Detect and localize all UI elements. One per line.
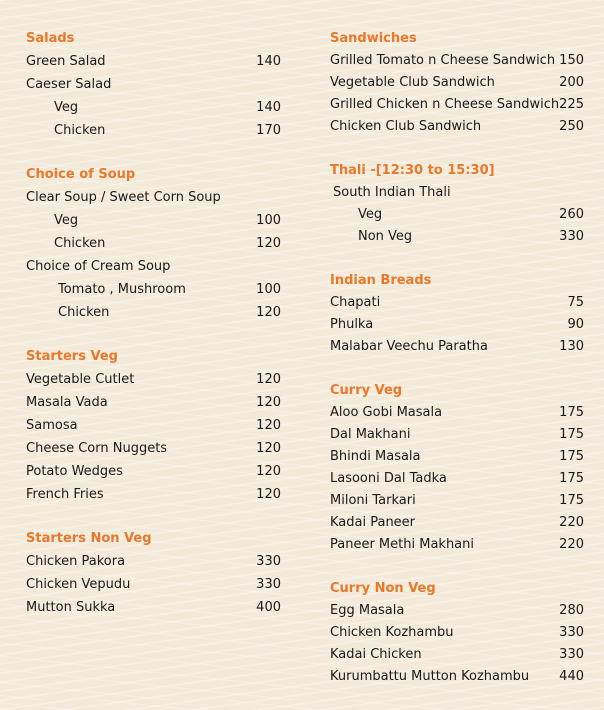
menu-item — [26, 483, 281, 506]
menu-item — [26, 460, 281, 483]
menu-item — [330, 72, 584, 94]
menu-item — [330, 182, 584, 204]
menu-section-sandwiches — [330, 28, 584, 138]
menu-item-name: Masala Vada — [26, 395, 108, 410]
menu-item-name: Caeser Salad — [26, 77, 112, 92]
menu-item-name: Veg — [358, 207, 383, 222]
menu-item-price: 120 — [256, 418, 281, 433]
menu-item-price: 100 — [256, 213, 281, 228]
menu-item — [26, 550, 281, 573]
section-title: Curry Veg — [330, 383, 403, 398]
menu-section-thali-12-30-to-15-30 — [330, 160, 584, 248]
menu-item — [26, 301, 281, 324]
menu-item — [26, 186, 281, 209]
menu-item-price: 120 — [256, 395, 281, 410]
menu-section-starters-veg — [26, 346, 281, 506]
menu-item-price: 170 — [256, 123, 281, 138]
menu-item — [26, 209, 281, 232]
menu-item — [26, 96, 281, 119]
menu-item-price: 75 — [567, 295, 584, 310]
menu-item-price: 175 — [559, 471, 584, 486]
menu-item-name: Vegetable Cutlet — [26, 372, 135, 387]
menu-item — [26, 414, 281, 437]
menu-item-name: Mutton Sukka — [26, 600, 116, 615]
menu-item — [330, 292, 584, 314]
section-title: Choice of Soup — [26, 167, 136, 182]
menu-item-name: Choice of Cream Soup — [26, 259, 171, 274]
menu-item-name: Chicken Club Sandwich — [330, 119, 482, 134]
menu-item — [26, 391, 281, 414]
menu-item-name: Malabar Veechu Paratha — [330, 339, 488, 354]
menu-item-name: Chicken — [58, 305, 110, 320]
menu-item — [330, 622, 584, 644]
menu-item-price: 330 — [256, 577, 281, 592]
section-title: Indian Breads — [330, 273, 432, 288]
menu-item-name: Chicken — [54, 123, 106, 138]
menu-item-name: Chicken Vepudu — [26, 577, 131, 592]
menu-section-curry-non-veg — [330, 578, 584, 688]
menu-column-left — [26, 28, 281, 641]
section-title: Starters Veg — [26, 349, 118, 364]
menu-item-name: Kurumbattu Mutton Kozhambu — [330, 669, 530, 684]
section-title: Thali -[12:30 to 15:30] — [330, 163, 495, 178]
menu-item-price: 220 — [559, 537, 584, 552]
menu-item-name: Kadai Paneer — [330, 515, 416, 530]
menu-item — [330, 402, 584, 424]
menu-item-name: Grilled Tomato n Cheese Sandwich — [330, 53, 556, 68]
menu-item — [26, 119, 281, 142]
menu-item-name: Tomato , Mushroom — [58, 282, 186, 297]
menu-item-name: Bhindi Masala — [330, 449, 421, 464]
section-title: Sandwiches — [330, 31, 417, 46]
menu-item-price: 400 — [256, 600, 281, 615]
menu-item — [26, 573, 281, 596]
menu-item-name: Vegetable Club Sandwich — [330, 75, 495, 90]
menu-item — [330, 116, 584, 138]
menu-item-price: 175 — [559, 405, 584, 420]
menu-item-price: 250 — [559, 119, 584, 134]
menu-item-name: Green Salad — [26, 54, 106, 69]
menu-item-name: French Fries — [26, 487, 104, 502]
menu-item-price: 200 — [559, 75, 584, 90]
menu-item-price: 120 — [256, 305, 281, 320]
menu-item — [330, 50, 584, 72]
menu-item-name: Grilled Chicken n Cheese Sandwich — [330, 97, 560, 112]
menu-item-price: 330 — [559, 647, 584, 662]
menu-item-name: Chicken — [54, 236, 106, 251]
menu-item-price: 140 — [256, 54, 281, 69]
menu-item — [26, 255, 281, 278]
menu-item-price: 100 — [256, 282, 281, 297]
menu-item-price: 140 — [256, 100, 281, 115]
menu-item — [330, 490, 584, 512]
menu-item-price: 120 — [256, 487, 281, 502]
menu-item-name: Chicken Kozhambu — [330, 625, 454, 640]
menu-item-price: 260 — [559, 207, 584, 222]
menu-item — [26, 437, 281, 460]
menu-item — [330, 468, 584, 490]
menu-item-name: Chapati — [330, 295, 381, 310]
menu-item-name: Miloni Tarkari — [330, 493, 416, 508]
menu-item-name: Clear Soup / Sweet Corn Soup — [26, 190, 221, 205]
menu-item — [330, 94, 584, 116]
section-title: Curry Non Veg — [330, 581, 436, 596]
menu-item-name: Non Veg — [358, 229, 413, 244]
menu-section-indian-breads — [330, 270, 584, 358]
menu-item-name: Lasooni Dal Tadka — [330, 471, 447, 486]
menu-item-name: Potato Wedges — [26, 464, 123, 479]
menu-item-price: 175 — [559, 427, 584, 442]
menu-item-name: Aloo Gobi Masala — [330, 405, 443, 420]
menu-item — [330, 512, 584, 534]
menu-item-price: 120 — [256, 372, 281, 387]
menu-section-choice-of-soup — [26, 164, 281, 324]
menu-item — [330, 644, 584, 666]
menu-item — [26, 73, 281, 96]
menu-item — [330, 336, 584, 358]
menu-item-name: Dal Makhani — [330, 427, 411, 442]
menu-item — [26, 50, 281, 73]
menu-item-price: 130 — [559, 339, 584, 354]
menu-item-name: Veg — [54, 100, 79, 115]
menu-item-price: 330 — [559, 625, 584, 640]
menu-item-price: 120 — [256, 464, 281, 479]
menu-item-name: Phulka — [330, 317, 374, 332]
menu-item-price: 90 — [567, 317, 584, 332]
menu-item-name: Veg — [54, 213, 79, 228]
menu-item-name: Samosa — [26, 418, 78, 433]
menu-item — [330, 314, 584, 336]
menu-item — [330, 226, 584, 248]
menu-item-name: Egg Masala — [330, 603, 405, 618]
menu-item-price: 330 — [256, 554, 281, 569]
menu-item-price: 330 — [559, 229, 584, 244]
menu-item — [330, 534, 584, 556]
menu-item-price: 150 — [559, 53, 584, 68]
menu-item — [26, 596, 281, 619]
menu-item-name: Paneer Methi Makhani — [330, 537, 474, 552]
menu-item — [330, 600, 584, 622]
menu-item — [26, 368, 281, 391]
menu-item-name: Kadai Chicken — [330, 647, 422, 662]
menu-item-price: 440 — [559, 669, 584, 684]
menu-section-salads — [26, 28, 281, 142]
menu-item-price: 120 — [256, 441, 281, 456]
section-title: Salads — [26, 31, 75, 46]
menu-item — [26, 232, 281, 255]
menu-item — [330, 666, 584, 688]
menu-column-right — [330, 28, 584, 710]
menu-item — [330, 204, 584, 226]
menu-item — [26, 278, 281, 301]
menu-item-price: 225 — [559, 97, 584, 112]
menu-item-price: 175 — [559, 449, 584, 464]
menu-item-price: 280 — [559, 603, 584, 618]
menu-item-price: 120 — [256, 236, 281, 251]
menu-item-name: Cheese Corn Nuggets — [26, 441, 168, 456]
menu-item — [330, 446, 584, 468]
menu-section-starters-non-veg — [26, 528, 281, 619]
menu-item-name: Chicken Pakora — [26, 554, 126, 569]
menu-item — [330, 424, 584, 446]
section-title: Starters Non Veg — [26, 531, 152, 546]
menu-item-price: 175 — [559, 493, 584, 508]
menu-item-name: South Indian Thali — [333, 185, 451, 200]
menu-item-price: 220 — [559, 515, 584, 530]
menu-section-curry-veg — [330, 380, 584, 556]
